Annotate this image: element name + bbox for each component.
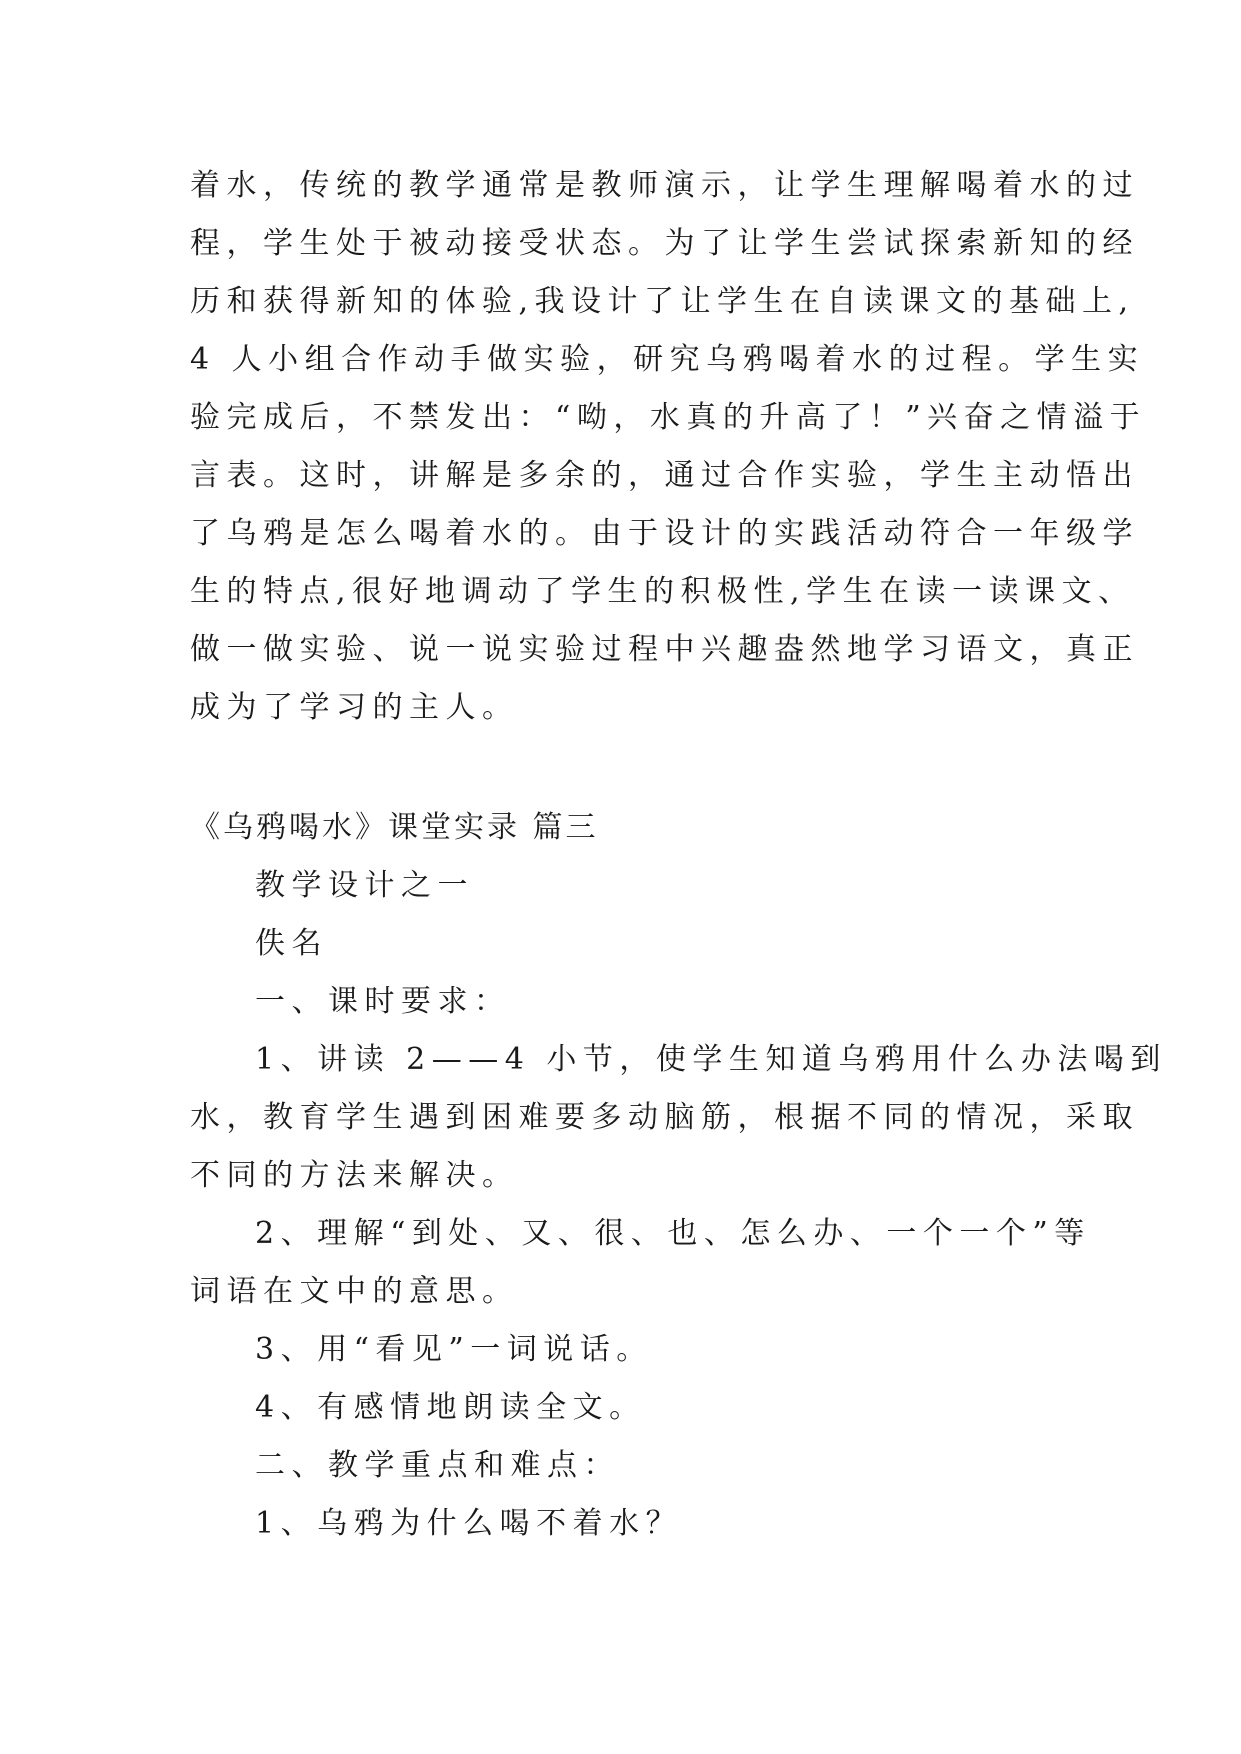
requirement-line: 水，教育学生遇到困难要多动脑筋，根据不同的情况，采取 [190,1100,1139,1135]
requirement-line: 2、理解“到处、又、很、也、怎么办、一个一个”等 [255,1216,1091,1251]
paragraph-line: 程，学生处于被动接受状态。为了让学生尝试探索新知的经 [190,226,1139,261]
paragraph-line: 了乌鸦是怎么喝着水的。由于设计的实践活动符合一年级学 [190,516,1139,551]
paragraph-line: 言表。这时，讲解是多余的，通过合作实验，学生主动悟出 [190,458,1139,493]
requirement-line: 不同的方法来解决。 [190,1158,519,1193]
paragraph-line: 做一做实验、说一说实验过程中兴趣盎然地学习语文，真正 [190,632,1139,667]
requirement-line: 1、讲读 2——4 小节，使学生知道乌鸦用什么办法喝到 [255,1042,1167,1077]
paragraph-line: 着水，传统的教学通常是教师演示，让学生理解喝着水的过 [190,168,1139,203]
paragraph-line: 验完成后，不禁发出：“呦，水真的升高了！”兴奋之情溢于 [190,400,1147,435]
section-subtitle: 教学设计之一 [255,868,474,903]
requirement-line: 词语在文中的意思。 [190,1274,519,1309]
paragraph-line: 4 人小组合作动手做实验，研究乌鸦喝着水的过程。学生实 [190,342,1145,377]
author-name: 佚名 [255,926,328,961]
section-heading: 二、教学重点和难点： [255,1448,620,1483]
section-heading: 一、课时要求： [255,984,511,1019]
section-title: 《乌鸦喝水》课堂实录 篇三 [190,810,599,845]
paragraph-line: 生的特点,很好地调动了学生的积极性,学生在读一读课文、 [190,574,1135,609]
paragraph-line: 历和获得新知的体验,我设计了让学生在自读课文的基础上, [190,284,1135,319]
requirement-line: 3、用“看见”一词说话。 [255,1332,653,1367]
paragraph-line: 成为了学习的主人。 [190,690,519,725]
requirement-line: 4、有感情地朗读全文。 [255,1390,646,1425]
key-point-line: 1、乌鸦为什么喝不着水？ [255,1506,683,1541]
